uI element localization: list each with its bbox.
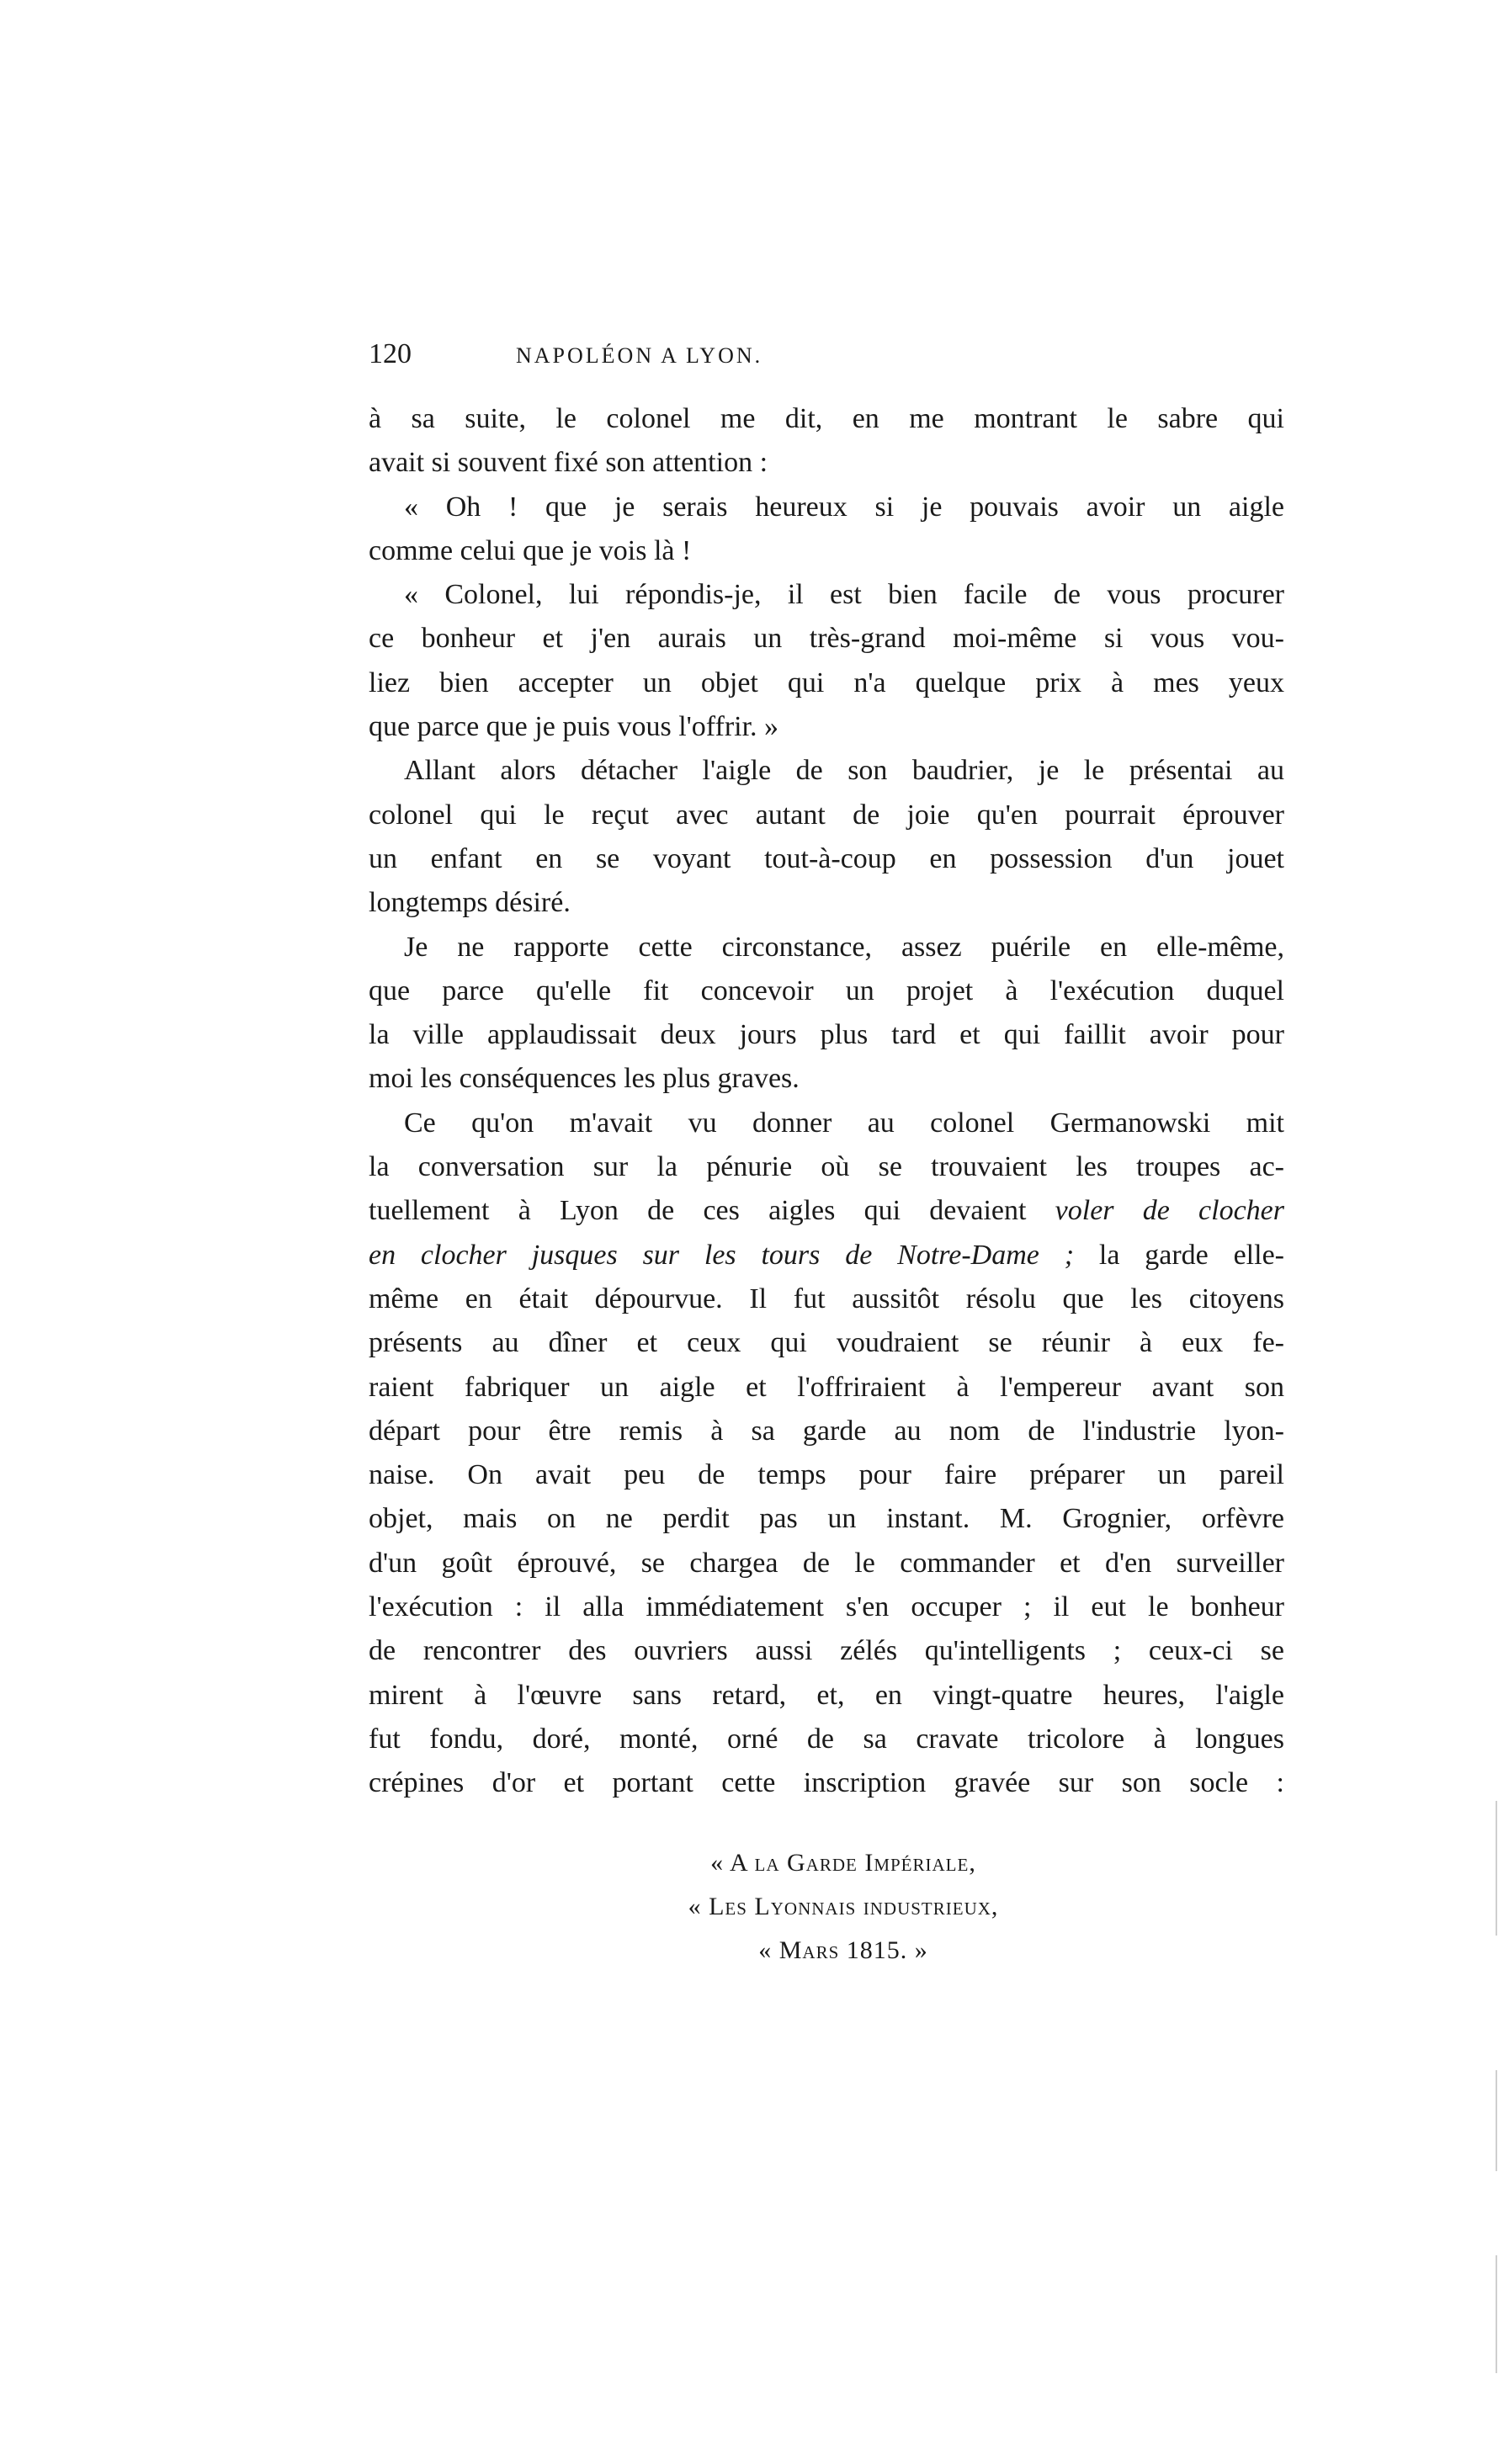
text-line: longtemps désiré. [369,887,571,919]
text-line: colonel qui le reçut avec autant de joie qu'en pourrait éprouver [369,799,1284,831]
text-segment: la garde elle- [1074,1239,1284,1271]
text-line: que parce que je puis vous l'offrir. » [369,711,779,743]
text-line [369,1234,1284,1277]
text-line: Je ne rapporte cette circonstance, assez puérile en elle-même, [404,931,1284,963]
text-line: moi les conséquences les plus graves. [369,1063,800,1095]
text-line: la ville applaudissait deux jours plus tard et qui faillit avoir pour [369,1019,1284,1051]
inscription-line-3: « Mars 1815. » [758,1936,928,1964]
margin-scan-mark [1496,1801,1497,1936]
inscription-line-1: « A la Garde Impériale, [710,1849,976,1877]
text-line: présents au dîner et ceux qui voudraient se réunir à eux fe- [369,1327,1284,1359]
text-line: un enfant en se voyant tout-à-coup en possession d'un jouet [369,842,1284,874]
text-segment: tuellement à Lyon de ces aigles qui devaient [369,1195,1055,1227]
inscription-line-2: « Les Lyonnais industrieux, [688,1893,999,1920]
margin-scan-mark [1496,2070,1497,2171]
text-line: même en était dépourvue. Il fut aussitôt résolu que les citoyens [369,1282,1284,1314]
text-line: la conversation sur la pénurie où se trouvaient les troupes ac- [369,1151,1284,1183]
text-line: d'un goût éprouvé, se chargea de le commander et d'en surveiller [369,1547,1284,1579]
text-line: comme celui que je vois là ! [369,534,692,566]
text-line: départ pour être remis à sa garde au nom de l'industrie lyon- [369,1415,1284,1447]
text-line: que parce qu'elle fit concevoir un projet à l'exécution duquel [369,974,1284,1006]
text-line: l'exécution : il alla immédiatement s'en occuper ; il eut le bonheur [369,1591,1284,1623]
italic-segment: voler de clocher [1055,1195,1284,1227]
running-title: NAPOLÉON A LYON. [516,343,763,368]
page-number: 120 [369,338,412,369]
text-line: liez bien accepter un objet qui n'a quelque prix à mes yeux [369,666,1284,698]
text-line: « Oh ! que je serais heureux si je pouvais avoir un aigle [404,491,1284,523]
engraved-inscription [369,1841,1284,1973]
text-line: à sa suite, le colonel me dit, en me montrant le sabre qui [369,403,1284,434]
body-text [369,397,1284,1806]
text-line: objet, mais on ne perdit pas un instant. M. Grognier, orfèvre [369,1503,1284,1535]
text-line: naise. On avait peu de temps pour faire préparer un pareil [369,1459,1284,1491]
text-line [369,1189,1284,1233]
text-line: fut fondu, doré, monté, orné de sa cravate tricolore à longues [369,1723,1284,1755]
text-line: Allant alors détacher l'aigle de son baudrier, je le présentai au [404,755,1284,787]
text-line: Ce qu'on m'avait vu donner au colonel Germanowski mit [404,1107,1284,1139]
text-line: raient fabriquer un aigle et l'offriraient à l'empereur avant son [369,1371,1284,1403]
text-line: avait si souvent fixé son attention : [369,447,768,479]
text-line: « Colonel, lui répondis-je, il est bien facile de vous procurer [404,579,1284,611]
margin-scan-mark [1496,2255,1497,2373]
italic-segment: en clocher jusques sur les tours de Notre-Dame ; [369,1239,1075,1271]
text-line: ce bonheur et j'en aurais un très-grand moi-même si vous vou- [369,623,1284,655]
page-header [369,333,958,375]
text-line: crépines d'or et portant cette inscription gravée sur son socle : [369,1767,1284,1799]
text-line: de rencontrer des ouvriers aussi zélés qu'intelligents ; ceux-ci se [369,1635,1284,1667]
text-line: mirent à l'œuvre sans retard, et, en vingt-quatre heures, l'aigle [369,1679,1284,1711]
